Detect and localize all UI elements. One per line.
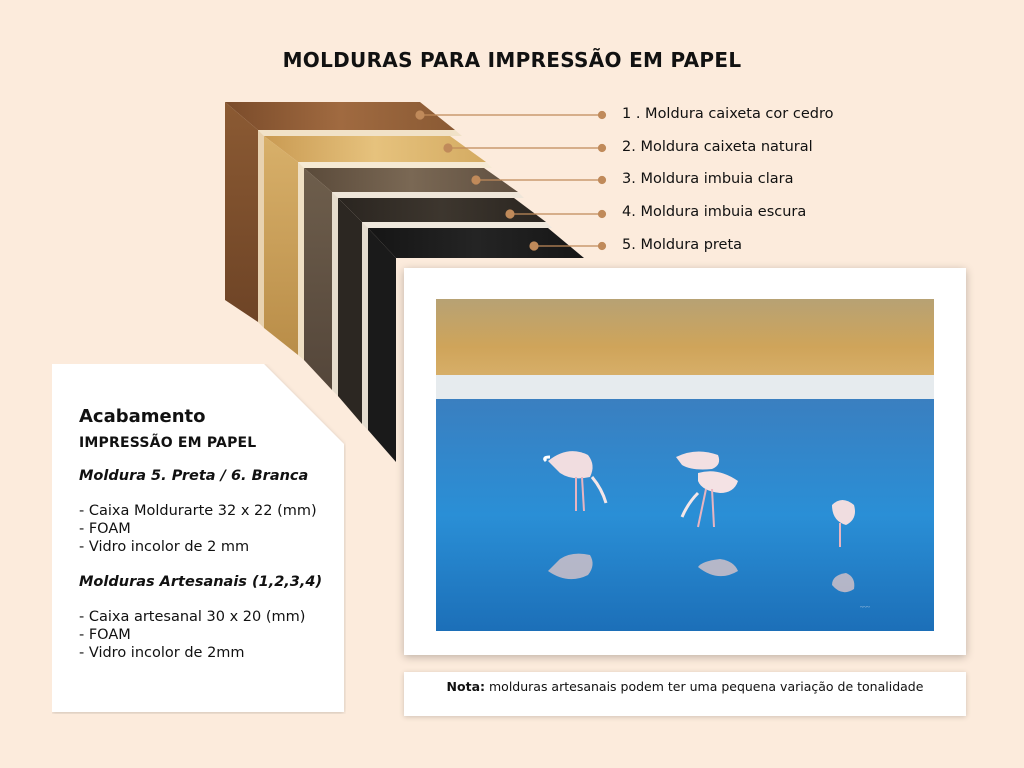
group2-title: Molduras Artesanais (1,2,3,4): [79, 574, 323, 590]
frame-4-top: [338, 198, 546, 222]
frame-2-top: [264, 136, 486, 162]
frame-2-side: [264, 136, 298, 355]
frame-label-4: 4. Moldura imbuia escura: [622, 204, 807, 220]
group2-item: - Vidro incolor de 2mm: [79, 645, 245, 661]
group1-title: Moldura 5. Preta / 6. Branca: [79, 468, 309, 484]
group2-item: - Caixa artesanal 30 x 20 (mm): [79, 609, 306, 625]
page-title: MOLDURAS PARA IMPRESSÃO EM PAPEL: [282, 48, 742, 72]
frame-label-1: 1 . Moldura caixeta cor cedro: [622, 106, 834, 122]
frame-1-side: [225, 102, 258, 322]
frame-3-side: [304, 168, 332, 390]
info-heading: Acabamento: [79, 406, 206, 427]
note-text: molduras artesanais podem ter uma pequena variação de tonalidade: [485, 679, 924, 694]
flamingo-photo: [436, 299, 934, 631]
frame-label-2: 2. Moldura caixeta natural: [622, 139, 813, 155]
group1-item: - Vidro incolor de 2 mm: [79, 539, 250, 555]
frame-label-5: 5. Moldura preta: [622, 237, 743, 253]
frame-label-3: 3. Moldura imbuia clara: [622, 171, 794, 187]
svg-text:~~~: ~~~: [860, 605, 870, 611]
note-card: [404, 672, 966, 716]
group2-item: - FOAM: [79, 627, 131, 643]
group1-item: - FOAM: [79, 521, 131, 537]
group1-item: - Caixa Moldurarte 32 x 22 (mm): [79, 503, 317, 519]
frame-5-top: [368, 228, 584, 258]
info-subheading: IMPRESSÃO EM PAPEL: [79, 435, 257, 451]
info-panel: [52, 364, 346, 714]
frame-5-side: [368, 228, 396, 462]
white-frame-photo: [404, 268, 966, 655]
note-label: Nota:: [446, 679, 486, 694]
